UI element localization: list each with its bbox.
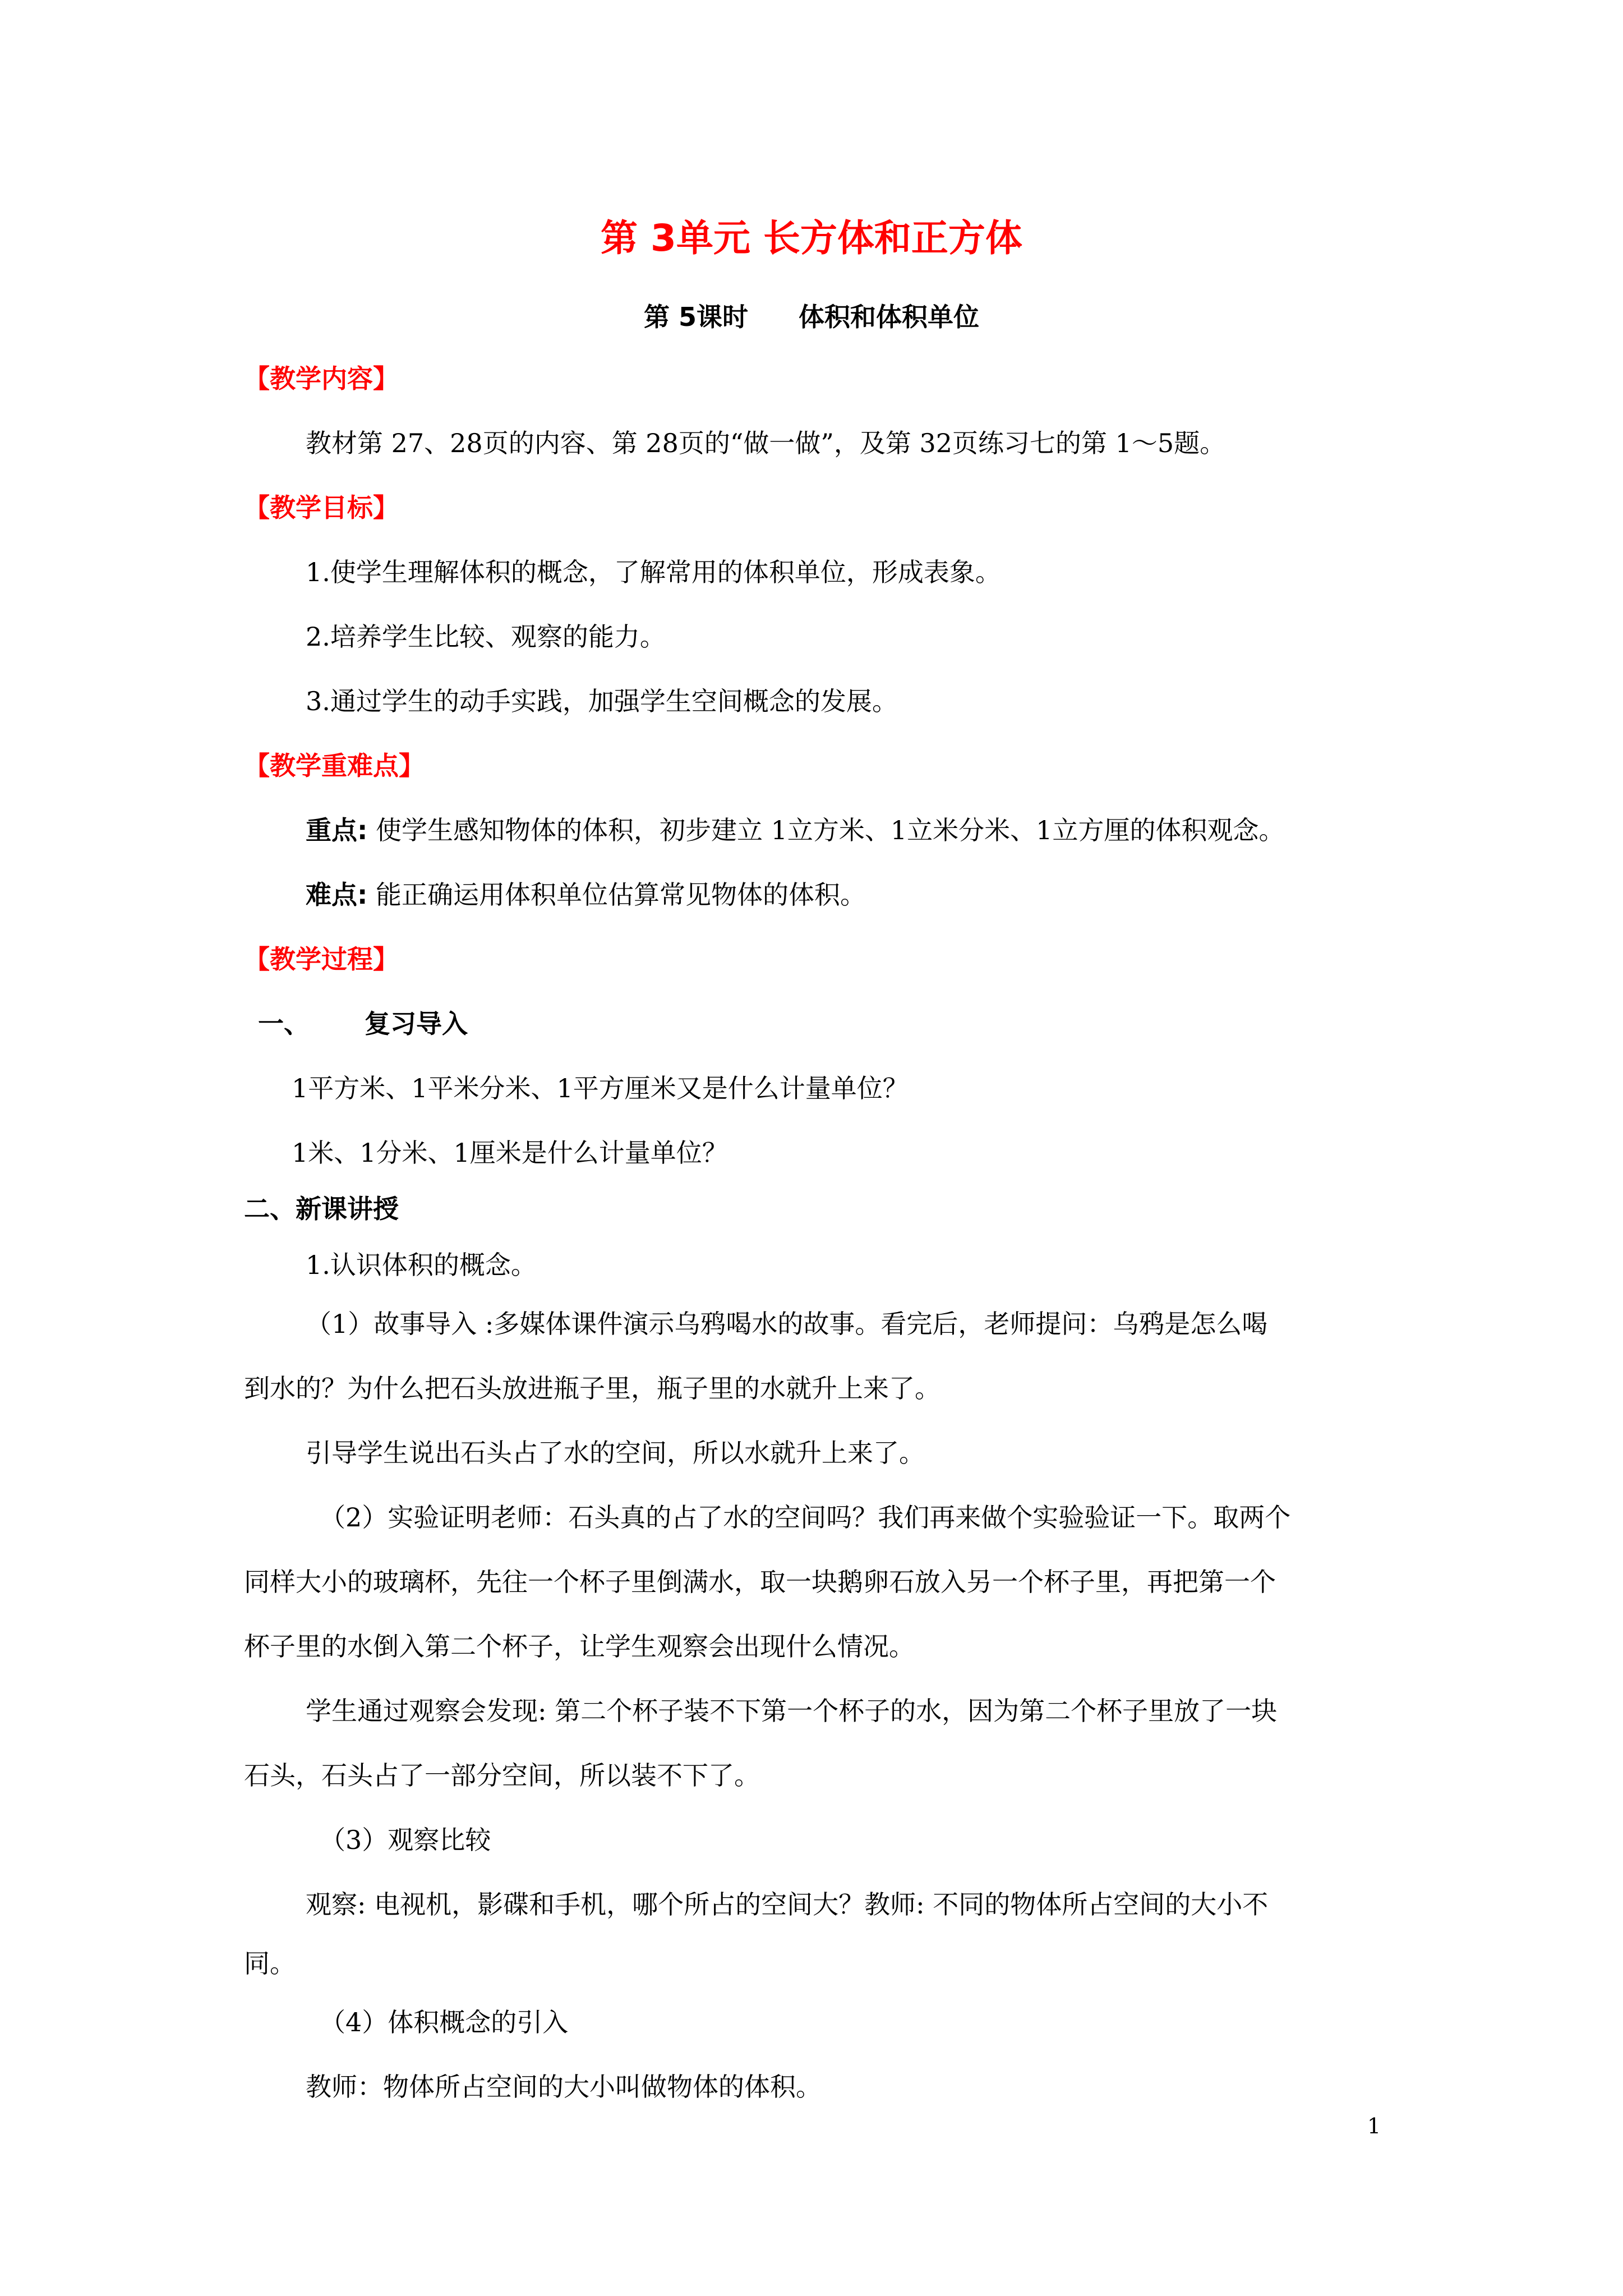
process-part2-line-6: 同样大小的玻璃杯，先往一个杯子里倒满水，取一块鹅卵石放入另一个杯子里，再把第一个 <box>244 1567 1276 1597</box>
goal-item-2: 2.培养学生比较、观察的能力。 <box>306 622 666 652</box>
process-part2-line-1: 1.认识体积的概念。 <box>306 1250 537 1280</box>
difficulty-line <box>306 878 866 912</box>
difficulty-text: 能正确运用体积单位估算常见物体的体积。 <box>367 880 866 910</box>
section-heading-goals: 【教学目标】 <box>244 493 399 523</box>
process-part2-line-10: （3）观察比较 <box>320 1825 491 1855</box>
process-part2-line-14: 教师：物体所占空间的大小叫做物体的体积。 <box>306 2072 822 2102</box>
process-part2-line-12: 同。 <box>244 1948 296 1978</box>
process-part2-line-7: 杯子里的水倒入第二个杯子，让学生观察会出现什么情况。 <box>244 1631 915 1662</box>
page-title: 第 3单元 长方体和正方体 <box>601 217 1022 260</box>
process-part1-number: 一、 <box>258 1009 310 1039</box>
key-point-text: 使学生感知物体的体积，初步建立 1立方米、1立米分米、1立方厘的体积观念。 <box>367 815 1285 845</box>
difficulty-label: 难点: <box>306 880 368 910</box>
process-part2-heading: 二、新课讲授 <box>244 1194 399 1224</box>
process-part2-line-4: 引导学生说出石头占了水的空间，所以水就升上来了。 <box>306 1438 925 1468</box>
lesson-topic: 体积和体积单位 <box>799 302 980 332</box>
process-part2-line-9: 石头，石头占了一部分空间，所以装不下了。 <box>244 1760 760 1791</box>
process-part2-line-2: （1）故事导入 :多媒体课件演示乌鸦喝水的故事。看完后，老师提问：乌鸦是怎么喝 <box>306 1309 1268 1339</box>
process-part2-line-11: 观察: 电视机，影碟和手机，哪个所占的空间大？教师: 不同的物体所占空间的大小不 <box>306 1889 1269 1920</box>
process-part2-line-3: 到水的？为什么把石头放进瓶子里，瓶子里的水就升上来了。 <box>244 1373 940 1404</box>
lesson-number: 第 5课时 <box>643 302 749 332</box>
process-part1-heading <box>258 1007 468 1041</box>
section-heading-content: 【教学内容】 <box>244 364 399 394</box>
content-text: 教材第 27、28页的内容、第 28页的“做一做”，及第 32页练习七的第 1～5题。 <box>306 428 1226 458</box>
process-part1-line-2: 1米、1分米、1厘米是什么计量单位？ <box>292 1138 728 1168</box>
key-point-label: 重点: <box>306 815 368 845</box>
lesson-subtitle <box>0 300 1623 334</box>
page-number: 1 <box>1367 2114 1381 2138</box>
section-heading-process: 【教学过程】 <box>244 944 399 974</box>
section-heading-key-points: 【教学重难点】 <box>244 751 425 781</box>
process-part1-title: 复习导入 <box>365 1009 468 1039</box>
process-part1-line-1: 1平方米、1平米分米、1平方厘米又是什么计量单位？ <box>292 1073 909 1103</box>
process-part2-line-13: （4）体积概念的引入 <box>320 2007 569 2037</box>
process-part2-line-5: （2）实验证明老师：石头真的占了水的空间吗？我们再来做个实验验证一下。取两个 <box>320 1502 1291 1533</box>
process-part2-line-8: 学生通过观察会发现: 第二个杯子装不下第一个杯子的水，因为第二个杯子里放了一块 <box>306 1696 1278 1726</box>
goal-item-1: 1.使学生理解体积的概念，了解常用的体积单位，形成表象。 <box>306 557 1001 587</box>
goal-item-3: 3.通过学生的动手实践，加强学生空间概念的发展。 <box>306 686 898 716</box>
key-point-line <box>306 813 1284 847</box>
